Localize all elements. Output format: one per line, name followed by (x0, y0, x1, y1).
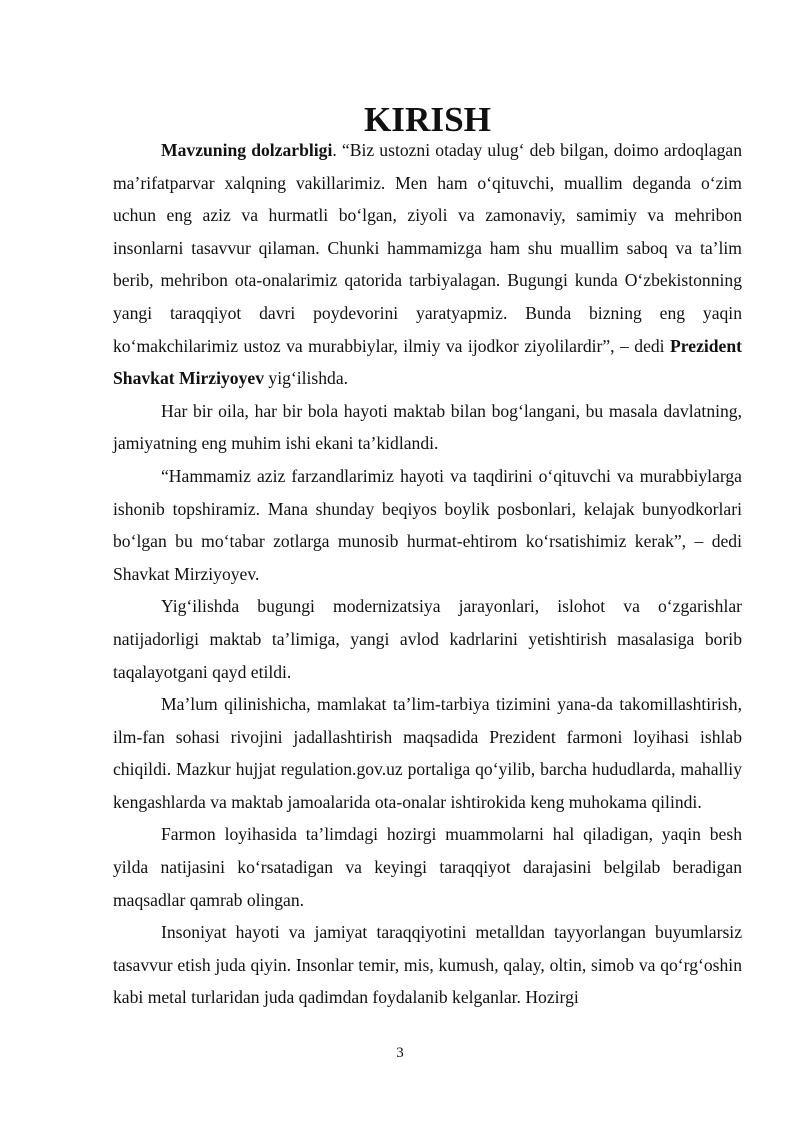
paragraph-7: Insoniyat hayoti va jamiyat taraqqiyotini metalldan tayyorlangan buyumlarsiz tasavvur etish juda qiyin. Insonlar temir, mis, kumush, qalay, oltin, simob va qo‘rg‘oshin kabi metal turlaridan juda qadimdan foydalanib kelganlar. Hozirgi (113, 922, 742, 1008)
relevance-lead: Mavzuning dolzarbligi (161, 140, 333, 160)
paragraph-6: Farmon loyihasida ta’limdagi hozirgi muammolarni hal qiladigan, yaqin besh yilda natijasini ko‘rsatadigan va keyingi taraqqiyot darajasini belgilab beradigan maqsadlar qamrab olingan. (113, 824, 742, 910)
page-number: 3 (396, 1045, 404, 1061)
paragraph-4: Yig‘ilishda bugungi modernizatsiya jarayonlari, islohot va o‘zgarishlar natijadorligi maktab ta’limiga, yangi avlod kadrlarini yetishtirish masalasiga borib taqalayotgani qayd etildi. (113, 596, 742, 682)
paragraph-2: Har bir oila, har bir bola hayoti maktab bilan bog‘langani, bu masala davlatning, jamiyatning eng muhim ishi ekani ta’kidlandi. (113, 400, 742, 454)
relevance-text-b: yig‘ilishda. (264, 368, 349, 389)
paragraph-5: Ma’lum qilinishicha, mamlakat ta’lim-tarbiya tizimini yana-da takomillashtirish, ilm-fan sohasi rivojini jadallashtirish maqsadida Prezident farmoni loyihasi ishlab chiqildi. Mazkur hujjat regulation.gov.uz portaliga qo‘yilib, barcha hududlarda, mahalliy kengashlarda va maktab jamoalarida ota-onalar ishtirokida keng muhokama qilindi. (113, 694, 742, 812)
president-name: Prezident Shavkat Mirziyoyev (113, 335, 742, 389)
paragraph-relevance (113, 134, 742, 395)
page-heading: KIRISH (363, 100, 492, 139)
paragraph-3: “Hammamiz aziz farzandlarimiz hayoti va taqdirini o‘qituvchi va murabbiylarga ishonib topshiramiz. Mana shunday beqiyos boylik posbonlari, kelajak bunyodkorlari bo‘lgan bu mo‘tabar zotlarga munosib hurmat-ehtirom ko‘rsatishimiz kerak”, – dedi Shavkat Mirziyoyev. (113, 465, 742, 584)
document-body (113, 100, 742, 1014)
relevance-text-a: . “Biz ustozni otaday ulug‘ deb bilgan, doimo ardoqlagan ma’rifatparvar xalqning vakillarimiz. Men ham o‘qituvchi, muallim deganda o‘zim uchun eng aziz va hurmatli bo‘lgan, ziyoli va zamonaviy, samimiy va mehribon insonlarni tasavvur qilaman. Chunki hammamizga ham shu muallim saboq va ta’lim berib, mehribon ota-onalarimiz qatorida tarbiyalagan. Bugungi kunda O‘zbekistonning yangi taraqqiyot davri poydevorini yaratyapmiz. Bunda bizning eng yaqin ko‘makchilarimiz ustoz va murabbiylar, ilmiy va ijodkor ziyolilardir”, – dedi (113, 140, 742, 356)
